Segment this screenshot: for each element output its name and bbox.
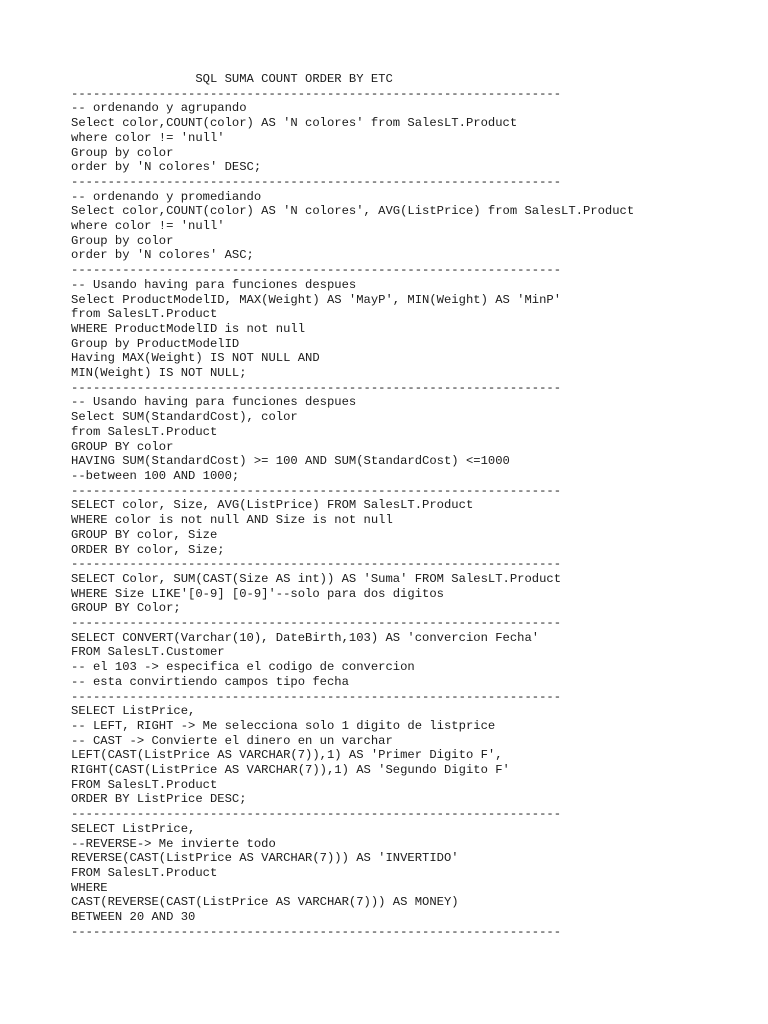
code-line: Select ProductModelID, MAX(Weight) AS 'MayP', MIN(Weight) AS 'MinP' — [71, 292, 562, 307]
comment-line: -- LEFT, RIGHT -> Me selecciona solo 1 digito de listprice — [71, 718, 496, 733]
code-line: ORDER BY ListPrice DESC; — [71, 792, 247, 807]
code-line: BETWEEN 20 AND 30 — [71, 910, 196, 925]
code-line: SELECT ListPrice, — [71, 821, 196, 836]
code-line: where color != 'null' — [71, 219, 225, 234]
code-line: GROUP BY color — [71, 439, 174, 454]
code-line: Group by color — [71, 233, 174, 248]
code-line: RIGHT(CAST(ListPrice AS VARCHAR(7)),1) AS 'Segundo Digito F' — [71, 763, 510, 778]
code-line: Having MAX(Weight) IS NOT NULL AND — [71, 351, 320, 366]
code-line: order by 'N colores' DESC; — [71, 160, 262, 175]
code-line: order by 'N colores' ASC; — [71, 248, 254, 263]
code-line: WHERE Size LIKE'[0-9] [0-9]'--solo para dos digitos — [71, 586, 444, 601]
comment-line: --REVERSE-> Me invierte todo — [71, 836, 276, 851]
comment-line: -- Usando having para funciones despues — [71, 277, 357, 292]
code-line: Select color,COUNT(color) AS 'N colores', AVG(ListPrice) from SalesLT.Product — [71, 204, 635, 219]
comment-line: --between 100 AND 1000; — [71, 468, 240, 483]
separator-line: ------------------------------------------------------------------- — [71, 380, 562, 395]
code-line: FROM SalesLT.Customer — [71, 645, 225, 660]
code-line: CAST(REVERSE(CAST(ListPrice AS VARCHAR(7))) AS MONEY) — [71, 895, 459, 910]
code-line: SELECT ListPrice, — [71, 704, 196, 719]
code-line: GROUP BY color, Size — [71, 527, 218, 542]
code-line: LEFT(CAST(ListPrice AS VARCHAR(7)),1) AS 'Primer Digito F', — [71, 748, 503, 763]
code-line: FROM SalesLT.Product — [71, 865, 218, 880]
document-text — [71, 72, 634, 939]
code-line: WHERE ProductModelID is not null — [71, 321, 306, 336]
code-line: WHERE — [71, 880, 108, 895]
code-line: WHERE color is not null AND Size is not null — [71, 513, 393, 528]
comment-line: -- el 103 -> especifica el codigo de convercion — [71, 660, 415, 675]
code-line: Select SUM(StandardCost), color — [71, 410, 298, 425]
separator-line: ------------------------------------------------------------------- — [71, 689, 562, 704]
code-line: SELECT CONVERT(Varchar(10), DateBirth,103) AS 'convercion Fecha' — [71, 630, 540, 645]
separator-line: ------------------------------------------------------------------- — [71, 263, 562, 278]
code-line: GROUP BY Color; — [71, 601, 181, 616]
code-line: ORDER BY color, Size; — [71, 542, 225, 557]
code-line: where color != 'null' — [71, 130, 225, 145]
separator-line: ------------------------------------------------------------------- — [71, 557, 562, 572]
code-line: FROM SalesLT.Product — [71, 777, 218, 792]
code-line: SELECT color, Size, AVG(ListPrice) FROM SalesLT.Product — [71, 498, 474, 513]
separator-line: ------------------------------------------------------------------- — [71, 174, 562, 189]
comment-line: -- ordenando y agrupando — [71, 101, 247, 116]
code-line: Group by color — [71, 145, 174, 160]
code-line: from SalesLT.Product — [71, 424, 218, 439]
separator-line: ------------------------------------------------------------------- — [71, 924, 562, 939]
code-line: Select color,COUNT(color) AS 'N colores' from SalesLT.Product — [71, 116, 518, 131]
code-line: SELECT Color, SUM(CAST(Size AS int)) AS 'Suma' FROM SalesLT.Product — [71, 571, 562, 586]
separator-line: ------------------------------------------------------------------- — [71, 807, 562, 822]
comment-line: -- CAST -> Convierte el dinero en un varchar — [71, 733, 393, 748]
code-line: HAVING SUM(StandardCost) >= 100 AND SUM(StandardCost) <=1000 — [71, 454, 510, 469]
separator-line: ------------------------------------------------------------------- — [71, 483, 562, 498]
separator-line: ------------------------------------------------------------------- — [71, 616, 562, 631]
code-line: REVERSE(CAST(ListPrice AS VARCHAR(7))) AS 'INVERTIDO' — [71, 851, 459, 866]
separator-line: ------------------------------------------------------------------- — [71, 86, 562, 101]
comment-line: -- Usando having para funciones despues — [71, 395, 357, 410]
code-line: from SalesLT.Product — [71, 307, 218, 322]
comment-line: -- esta convirtiendo campos tipo fecha — [71, 674, 349, 689]
code-line: MIN(Weight) IS NOT NULL; — [71, 366, 247, 381]
comment-line: -- ordenando y promediando — [71, 189, 262, 204]
document-title: SQL SUMA COUNT ORDER BY ETC — [71, 72, 393, 86]
code-line: Group by ProductModelID — [71, 336, 240, 351]
